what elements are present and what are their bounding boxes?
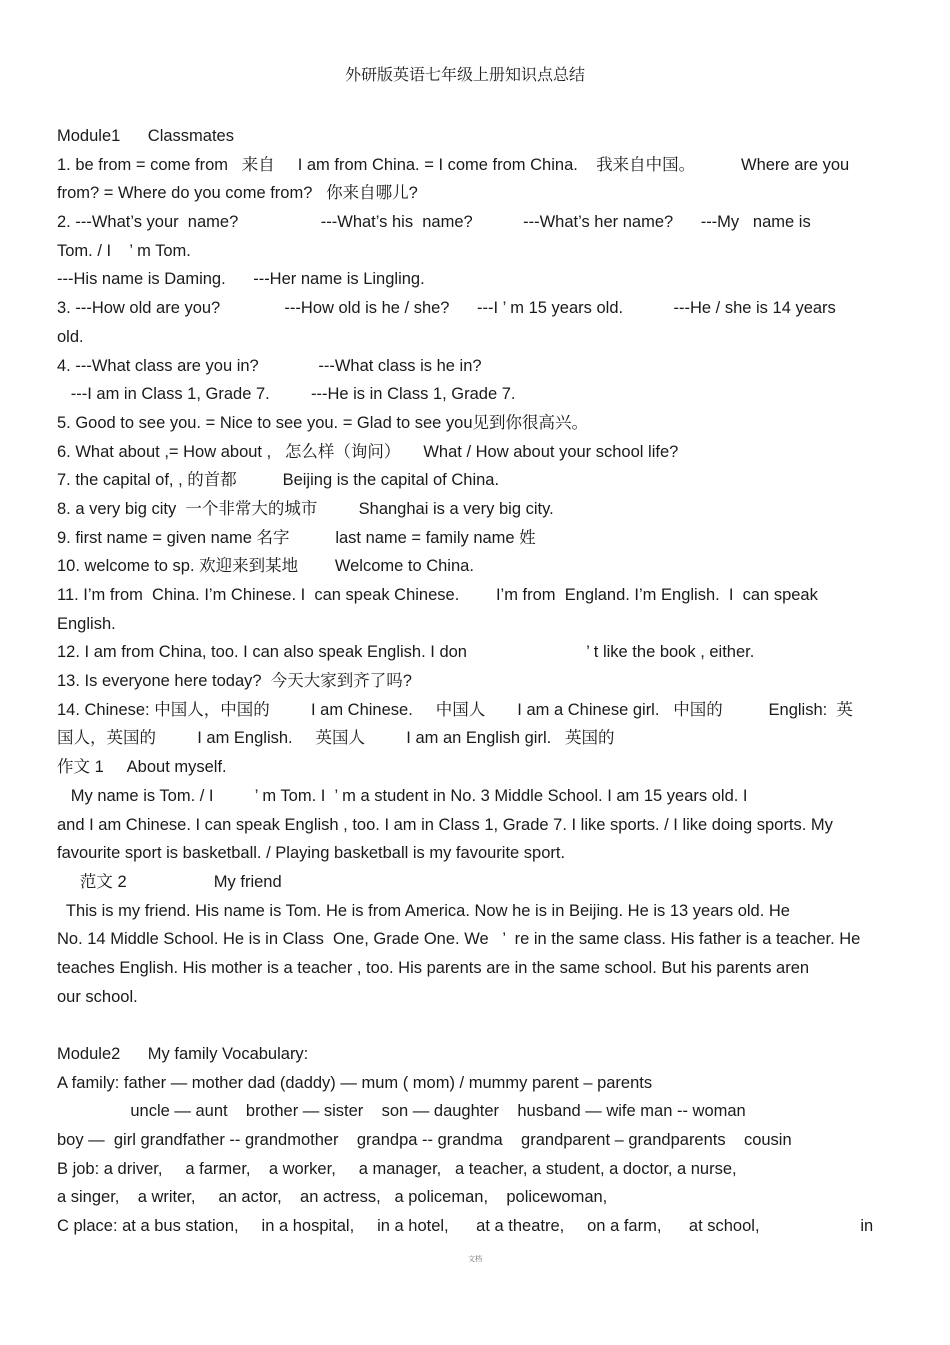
text-line: uncle — aunt brother — sister son — daughter husband — wife man -- woman (57, 1102, 746, 1121)
text-line: A family: father — mother dad (daddy) — mum ( mom) / mummy parent – parents (57, 1073, 653, 1092)
text-line: 11. I’m from China. I’m Chinese. I can speak Chinese. I’m from England. I’m English. I can speak (57, 586, 818, 604)
text-line: 5. Good to see you. = Nice to see you. = Glad to see you见到你很高兴。 (57, 413, 589, 432)
text-line: 8. a very big city 一个非常大的城市 Shanghai is a very big city. (57, 499, 554, 518)
text-line: 6. What about ,= How about , 怎么样（询问） What / How about your school life? (57, 442, 679, 461)
text-line: My name is Tom. / I ’ m Tom. I ’ m a student in No. 3 Middle School. I am 15 years old. I (57, 786, 748, 805)
text-line (57, 1011, 937, 1040)
text-line: ---I am in Class 1, Grade 7. ---He is in Class 1, Grade 7. (57, 385, 516, 404)
text-line: Module2 My family Vocabulary: (57, 1045, 309, 1063)
text-line: old. (57, 327, 84, 346)
text-line: boy — girl grandfather -- grandmother grandpa -- grandma grandparent – grandparents cousin (57, 1131, 792, 1150)
text-line: B job: a driver, a farmer, a worker, a manager, a teacher, a student, a doctor, a nurse, (57, 1159, 737, 1178)
text-line: 12. I am from China, too. I can also speak English. I don ’ t like the book , either. (57, 643, 755, 662)
text-line: 10. welcome to sp. 欢迎来到某地 Welcome to China. (57, 557, 474, 576)
text-line: 7. the capital of, , 的首都 Beijing is the capital of China. (57, 471, 500, 490)
text-line: C place: at a bus station, in a hospital, in a hotel, at a theatre, on a farm, at school, in (57, 1217, 874, 1236)
text-line: 3. ---How old are you? ---How old is he / she? ---I ’ m 15 years old. ---He / she is 14 years (57, 299, 836, 318)
document-body (57, 122, 937, 1241)
page-footer: 文档 (468, 1256, 482, 1263)
text-line: 13. Is everyone here today? 今天大家到齐了吗? (57, 672, 412, 691)
text-line: favourite sport is basketball. / Playing basketball is my favourite sport. (57, 844, 566, 863)
text-line: 2. ---What’s your name? ---What’s his name? ---What’s her name? ---My name is (57, 213, 811, 232)
text-line: 9. first name = given name 名字 last name = family name 姓 (57, 528, 536, 547)
text-line: ---His name is Daming. ---Her name is Lingling. (57, 270, 425, 289)
text-line: This is my friend. His name is Tom. He is from America. Now he is in Beijing. He is 13 years old. He (57, 901, 790, 920)
text-line: 国人，英国的 I am English. 英国人 I am an English girl. 英国的 (57, 729, 615, 748)
text-line: from? = Where do you come from? 你来自哪儿? (57, 184, 418, 203)
text-line: 14. Chinese: 中国人，中国的 I am Chinese. 中国人 I am a Chinese girl. 中国的 English: 英 (57, 700, 853, 719)
text-line: 范文 2 My friend (57, 872, 282, 891)
text-line: 1. be from = come from 来自 I am from China. = I come from China. 我来自中国。 Where are you (57, 155, 850, 174)
text-line: and I am Chinese. I can speak English , too. I am in Class 1, Grade 7. I like sports. / I like doing sports. My (57, 815, 833, 834)
text-line: 作文 1 About myself. (57, 758, 227, 777)
text-line: our school. (57, 987, 138, 1006)
text-line: Module1 Classmates (57, 127, 234, 145)
text-line: a singer, a writer, an actor, an actress, a policeman, policewoman, (57, 1188, 608, 1207)
text-line: No. 14 Middle School. He is in Class One, Grade One. We ’ re in the same class. His father is a teacher. He (57, 930, 861, 949)
text-line: teaches English. His mother is a teacher , too. His parents are in the same school. But his parents aren (57, 958, 810, 977)
document-title: 外研版英语七年级上册知识点总结 (344, 65, 585, 84)
text-line: Tom. / I ’ m Tom. (57, 241, 191, 260)
text-line: 4. ---What class are you in? ---What class is he in? (57, 356, 482, 375)
text-line: English. (57, 614, 116, 633)
